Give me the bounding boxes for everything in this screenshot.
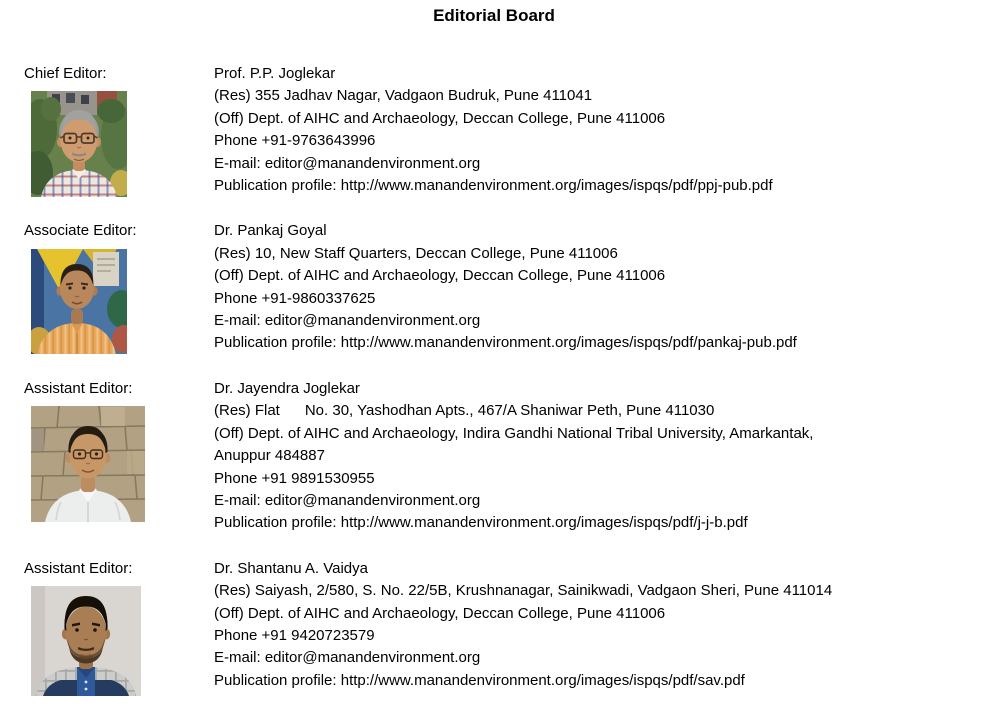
member-details <box>214 558 988 696</box>
member-section-assistant-editor-1 <box>24 378 988 535</box>
email-line: E-mail: editor@manandenvironment.org <box>214 154 481 172</box>
residence-address-line: (Res) 355 Jadhav Nagar, Vadgaon Budruk, Pune 411041 <box>214 87 593 105</box>
office-address-line: (Off) Dept. of AIHC and Archaeology, Deccan College, Pune 411006 <box>214 109 666 127</box>
office-address-line: (Off) Dept. of AIHC and Archaeology, Deccan College, Pune 411006 <box>214 604 666 622</box>
page-title: Editorial Board <box>433 6 555 25</box>
email-line: E-mail: editor@manandenvironment.org <box>214 491 481 509</box>
associate-editor-photo <box>31 249 214 354</box>
member-section-assistant-editor-2 <box>24 558 988 696</box>
phone-line: Phone +91 9420723579 <box>214 626 375 644</box>
member-section-associate-editor <box>24 220 988 354</box>
office-address-line-2: Anuppur 484887 <box>214 447 325 465</box>
member-role-label: Assistant Editor: <box>24 559 133 577</box>
email-line: E-mail: editor@manandenvironment.org <box>214 312 481 330</box>
residence-address-line: (Res) 10, New Staff Quarters, Deccan College, Pune 411006 <box>214 244 618 262</box>
phone-line: Phone +91-9860337625 <box>214 289 376 307</box>
member-role-label: Assistant Editor: <box>24 379 133 397</box>
publication-profile-line: Publication profile: http://www.manandenvironment.org/images/ispqs/pdf/j-j-b.pdf <box>214 514 748 532</box>
member-left-column <box>24 558 214 696</box>
residence-address-line: (Res) Saiyash, 2/580, S. No. 22/5B, Krushnanagar, Sainikwadi, Vadgaon Sheri, Pune 411014 <box>214 582 833 600</box>
residence-address-line: (Res) Flat No. 30, Yashodhan Apts., 467/A Shaniwar Peth, Pune 411030 <box>214 402 715 420</box>
member-left-column <box>24 63 214 197</box>
member-name: Dr. Shantanu A. Vaidya <box>214 559 368 577</box>
member-section-chief-editor <box>24 63 988 197</box>
phone-line: Phone +91 9891530955 <box>214 469 375 487</box>
assistant-editor-1-photo <box>31 406 214 522</box>
member-left-column <box>24 220 214 354</box>
editorial-board-list <box>0 63 988 696</box>
member-name: Dr. Pankaj Goyal <box>214 222 327 240</box>
member-name: Prof. P.P. Joglekar <box>214 65 336 82</box>
member-left-column <box>24 378 214 535</box>
member-details <box>214 220 988 354</box>
member-details <box>214 63 988 197</box>
assistant-editor-2-photo <box>31 586 214 696</box>
member-role-label: Associate Editor: <box>24 222 137 240</box>
member-details <box>214 378 988 535</box>
member-role-label: Chief Editor: <box>24 65 107 82</box>
member-name: Dr. Jayendra Joglekar <box>214 379 360 397</box>
office-address-line: (Off) Dept. of AIHC and Archaeology, Indira Gandhi National Tribal University, Amarkantak, <box>214 424 814 442</box>
publication-profile-line: Publication profile: http://www.manandenvironment.org/images/ispqs/pdf/sav.pdf <box>214 671 745 689</box>
chief-editor-photo <box>31 91 214 197</box>
phone-line: Phone +91-9763643996 <box>214 132 376 150</box>
publication-profile-line: Publication profile: http://www.manandenvironment.org/images/ispqs/pdf/ppj-pub.pdf <box>214 177 773 195</box>
office-address-line: (Off) Dept. of AIHC and Archaeology, Deccan College, Pune 411006 <box>214 267 666 285</box>
publication-profile-line: Publication profile: http://www.manandenvironment.org/images/ispqs/pdf/pankaj-pub.pdf <box>214 334 797 352</box>
email-line: E-mail: editor@manandenvironment.org <box>214 649 481 667</box>
